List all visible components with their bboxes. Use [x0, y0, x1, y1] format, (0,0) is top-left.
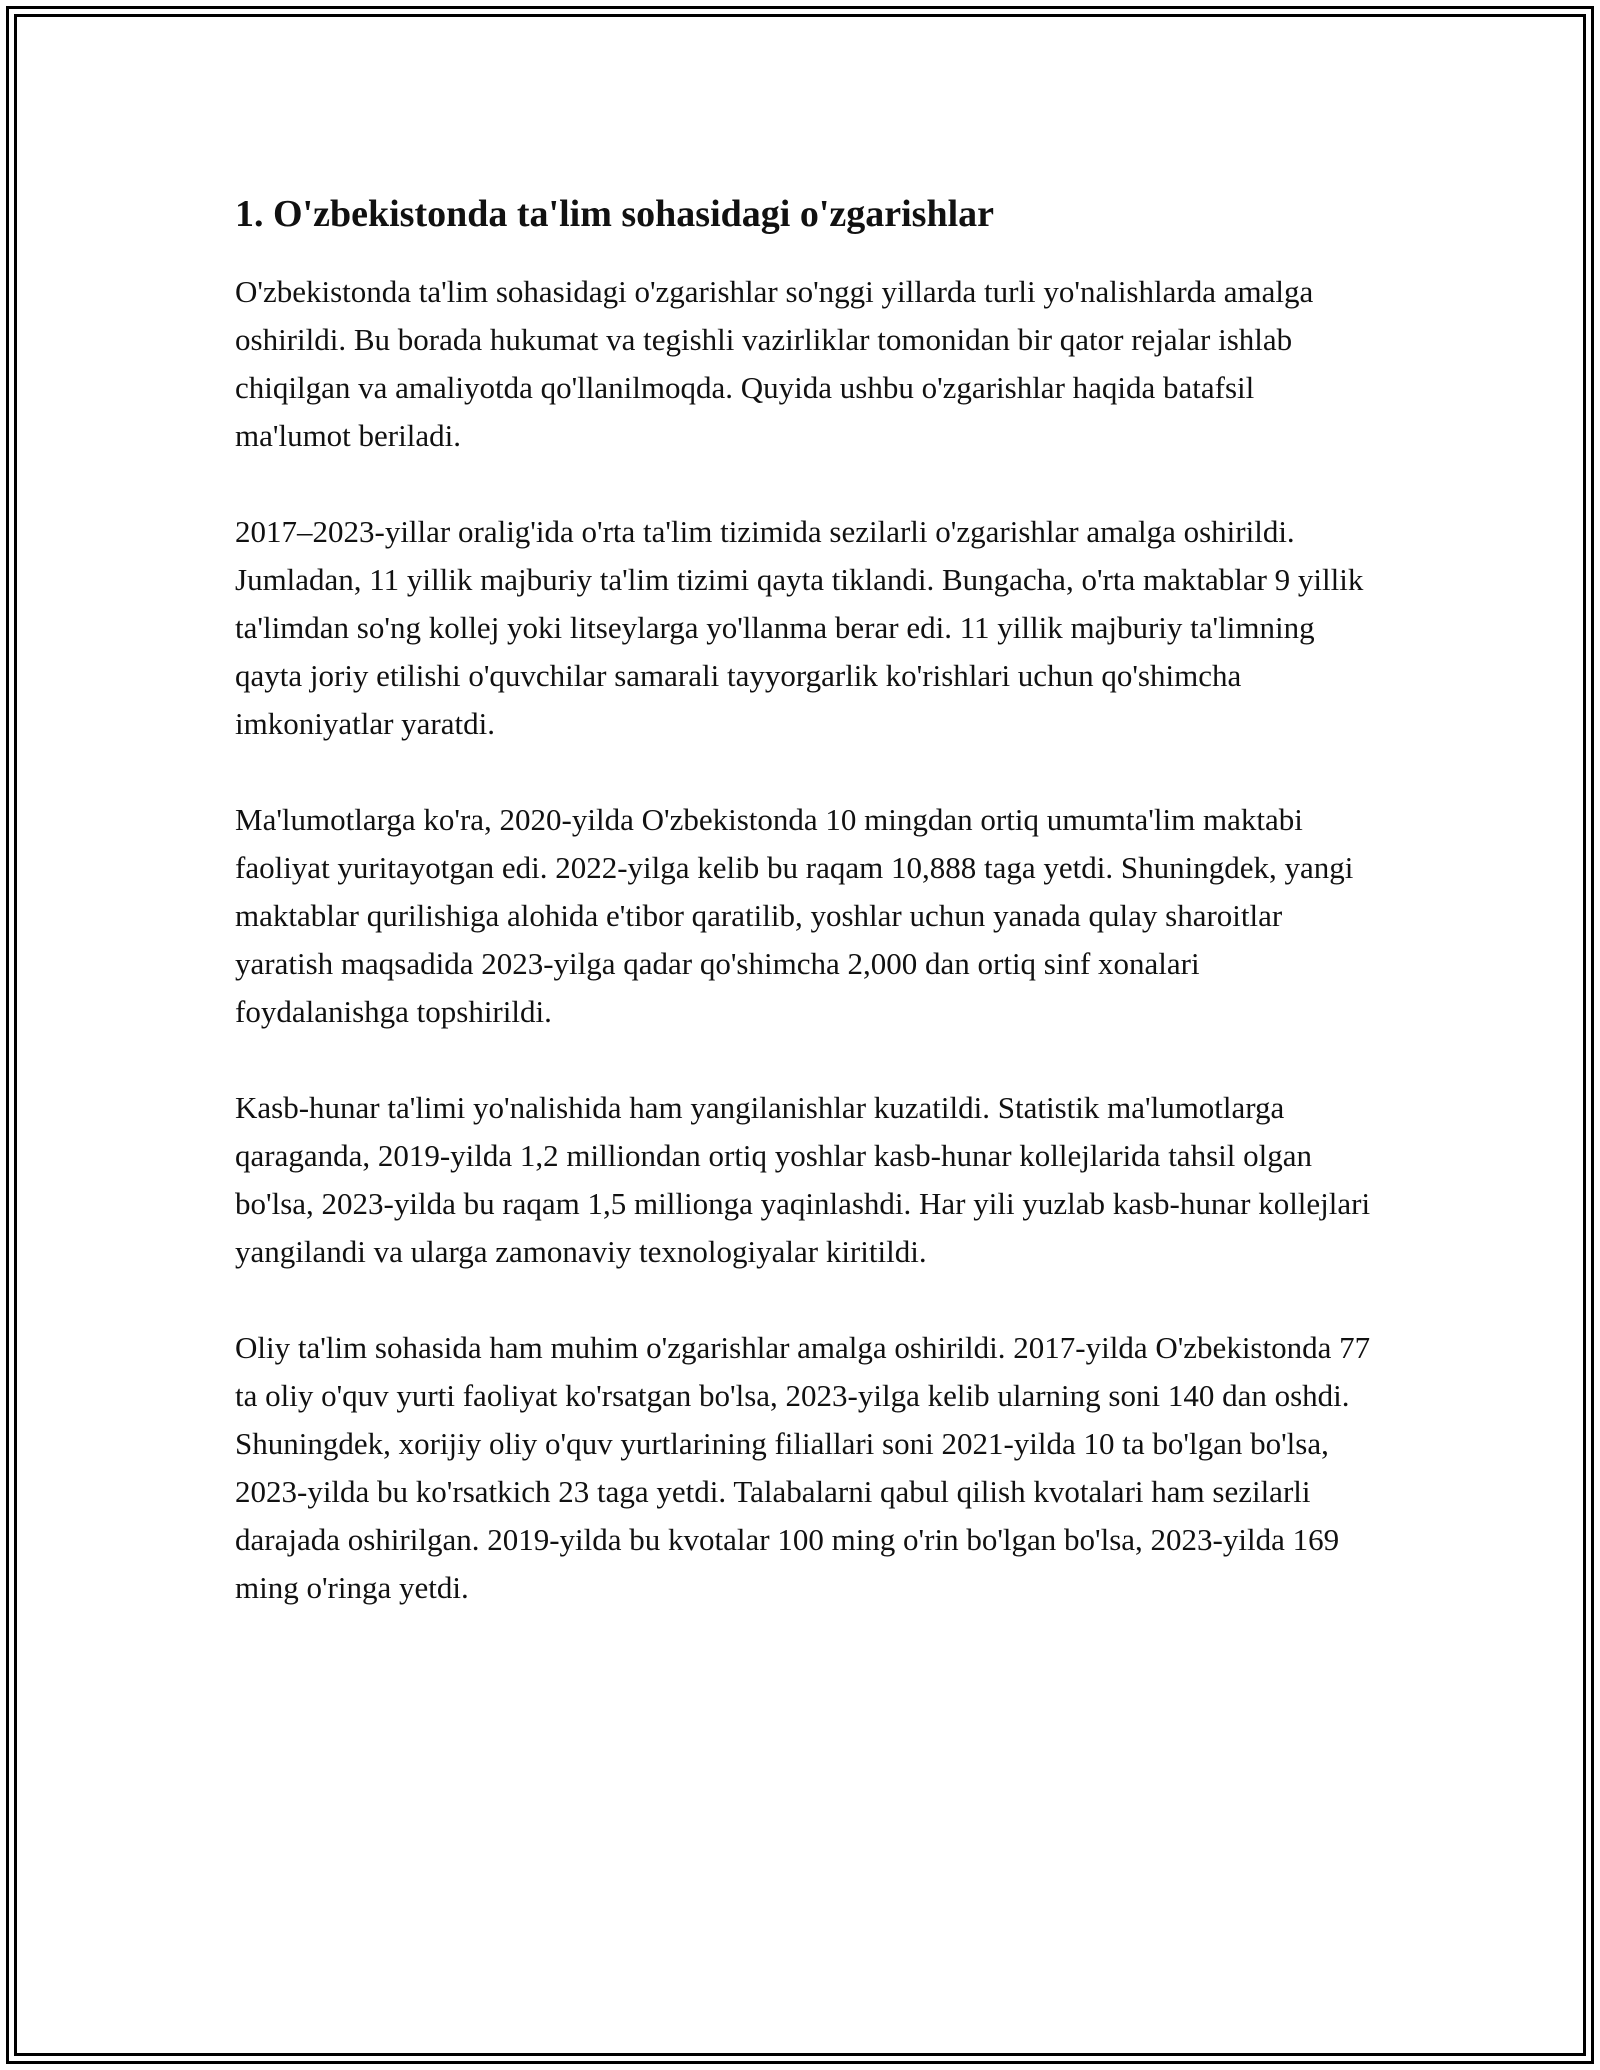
section-heading: 1. O'zbekistonda ta'lim sohasidagi o'zgarishlar: [235, 193, 995, 235]
paragraph-vocational-education: Kasb-hunar ta'limi yo'nalishida ham yangilanishlar kuzatildi. Statistik ma'lumotlarga qaraganda, 2019-yilda 1,2 milliondan ortiq yoshlar kasb-hunar kollejlarida tahsil olgan bo'lsa, 2023-yilda bu raqam 1,5 millionga yaqinlashdi. Har yili yuzlab kasb-hunar kollejlari yangilandi va ularga zamonaviy texnologiyalar kiritildi.: [235, 1090, 1371, 1269]
paragraph-higher-education: Oliy ta'lim sohasida ham muhim o'zgarishlar amalga oshirildi. 2017-yilda O'zbekistonda 77 ta oliy o'quv yurti faoliyat ko'rsatgan bo'lsa, 2023-yilga kelib ularning soni 140 dan oshdi. Shuningdek, xorijiy oliy o'quv yurtlarining filiallari soni 2021-yilda 10 ta bo'lgan bo'lsa, 2023-yilda bu ko'rsatkich 23 taga yetdi. Talabalarni qabul qilish kvotalari ham sezilarli darajada oshirilgan. 2019-yilda bu kvotalar 100 ming o'rin bo'lgan bo'lsa, 2023-yilda 169 ming o'ringa yetdi.: [235, 1330, 1371, 1605]
document-body: [235, 186, 1375, 1660]
paragraph-intro: O'zbekistonda ta'lim sohasidagi o'zgarishlar so'nggi yillarda turli yo'nalishlarda amalga oshirildi. Bu borada hukumat va tegishli vazirliklar tomonidan bir qator rejalar ishlab chiqilgan va amaliyotda qo'llanilmoqda. Quyida ushbu o'zgarishlar haqida batafsil ma'lumot beriladi.: [235, 274, 1314, 453]
paragraph-secondary-education: 2017–2023-yillar oralig'ida o'rta ta'lim tizimida sezilarli o'zgarishlar amalga oshirildi. Jumladan, 11 yillik majburiy ta'lim tizimi qayta tiklandi. Bungacha, o'rta maktablar 9 yillik ta'limdan so'ng kollej yoki litseylarga yo'llanma berar edi. 11 yillik majburiy ta'limning qayta joriy etilishi o'quvchilar samarali tayyorgarlik ko'rishlari uchun qo'shimcha imkoniyatlar yaratdi.: [235, 514, 1364, 741]
paragraph-schools-statistics: Ma'lumotlarga ko'ra, 2020-yilda O'zbekistonda 10 mingdan ortiq umumta'lim maktabi faoliyat yuritayotgan edi. 2022-yilga kelib bu raqam 10,888 taga yetdi. Shuningdek, yangi maktablar qurilishiga alohida e'tibor qaratilib, yoshlar uchun yanada qulay sharoitlar yaratish maqsadida 2023-yilga qadar qo'shimcha 2,000 dan ortiq sinf xonalari foydalanishga topshirildi.: [235, 802, 1354, 1029]
